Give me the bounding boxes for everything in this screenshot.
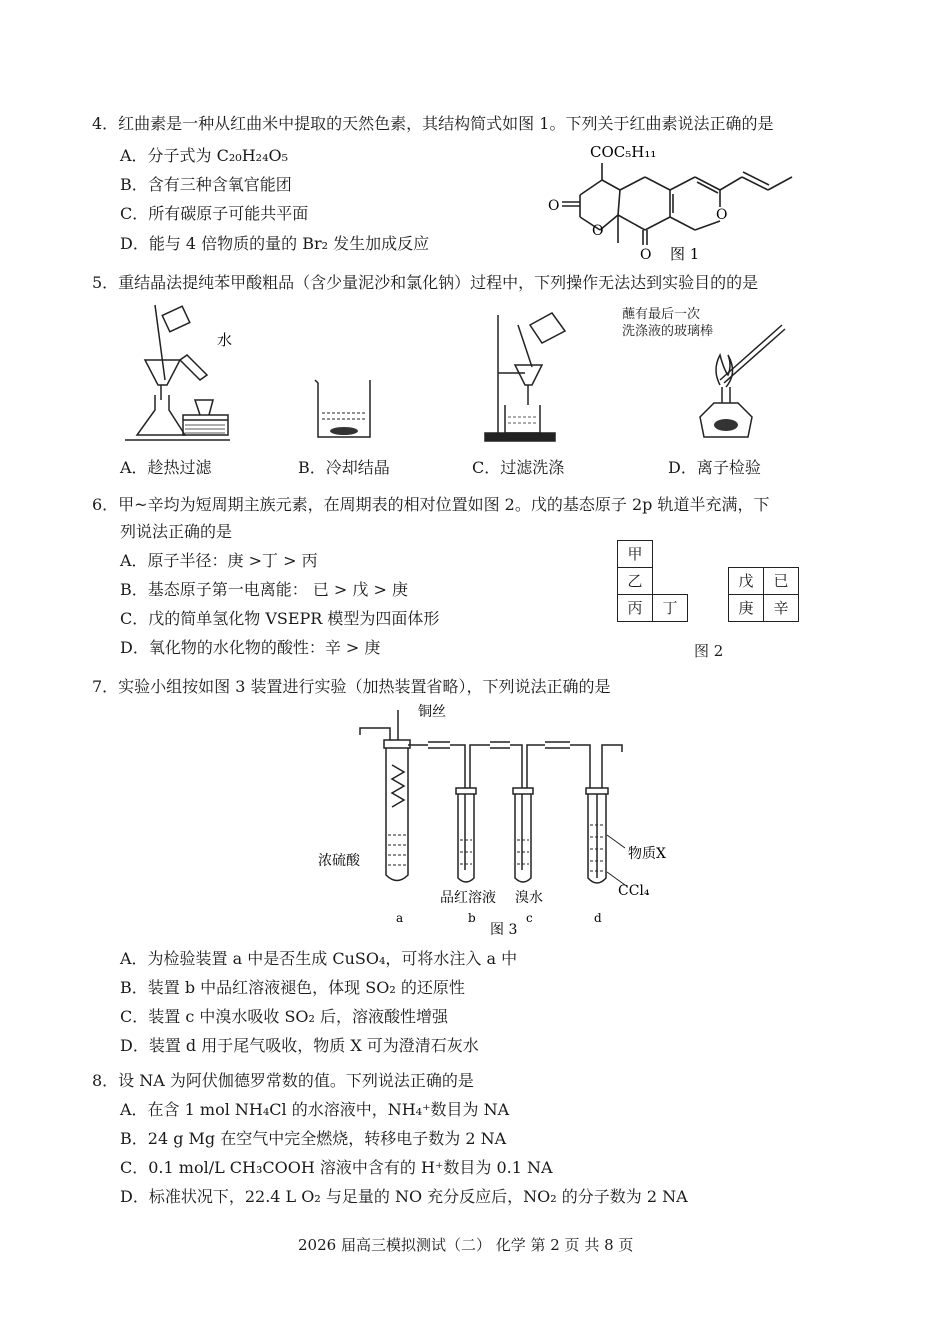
- q4-option-b: B．含有三种含氧官能团: [120, 175, 292, 194]
- figure3-caption: 图 3: [490, 922, 518, 938]
- tube-letter-b: b: [468, 911, 476, 925]
- conc-acid-label: 浓硫酸: [318, 853, 360, 869]
- q5-stem: 5．重结晶法提纯苯甲酸粗品（含少量泥沙和氯化钠）过程中，下列操作无法达到实验目的的是: [92, 273, 759, 292]
- q5-option-b: B．冷却结晶: [298, 458, 390, 477]
- element-cell-ding: 丁: [652, 594, 688, 622]
- q5-option-c: C．过滤洗涤: [472, 458, 565, 477]
- tube-letter-d: d: [594, 911, 602, 925]
- q4-option-d: D．能与 4 倍物质的量的 Br₂ 发生加成反应: [120, 234, 430, 253]
- element-cell-bing: 丙: [617, 594, 653, 622]
- figure1-o-label-2: O: [592, 223, 604, 239]
- q4-option-c: C．所有碳原子可能共平面: [120, 204, 309, 223]
- q7-option-a: A．为检验装置 a 中是否生成 CuSO₄，可将水注入 a 中: [120, 949, 518, 968]
- element-cell-xin: 辛: [763, 594, 799, 622]
- substance-x-label: 物质X: [628, 846, 666, 862]
- apparatus-ion-test: [690, 325, 790, 445]
- apparatus-filter-washing: [480, 305, 580, 445]
- element-cell-jia: 甲: [617, 540, 653, 568]
- figure3-apparatus: [318, 700, 666, 938]
- figure1-o-label-4: O: [716, 207, 728, 223]
- q8-stem: 8．设 NA 为阿伏伽德罗常数的值。下列说法正确的是: [92, 1071, 474, 1090]
- figure2-caption: 图 2: [694, 642, 724, 660]
- q4-stem: 4．红曲素是一种从红曲米中提取的天然色素，其结构简式如图 1。下列关于红曲素说法正确的是: [92, 114, 774, 133]
- q7-option-d: D．装置 d 用于尾气吸收，物质 X 可为澄清石灰水: [120, 1036, 479, 1055]
- q8-option-b: B．24 g Mg 在空气中完全燃烧，转移电子数为 2 NA: [120, 1129, 507, 1148]
- q7-stem: 7．实验小组按如图 3 装置进行实验（加热装置省略），下列说法正确的是: [92, 677, 611, 696]
- rod-label-line1: 蘸有最后一次: [622, 307, 701, 322]
- figure1-caption: 图 1: [670, 245, 700, 263]
- q6-stem-line2: 列说法正确的是: [120, 522, 233, 541]
- element-cell-geng: 庚: [728, 594, 764, 622]
- element-cell-yi: 乙: [617, 567, 653, 595]
- ccl4-label: CCl₄: [618, 883, 650, 899]
- figure1-o-label-3: O: [640, 247, 652, 263]
- copper-wire-label: 铜丝: [418, 704, 446, 720]
- bromine-water-label: 溴水: [515, 890, 543, 906]
- pinhong-label: 品红溶液: [440, 890, 496, 906]
- q7-option-b: B．装置 b 中品红溶液褪色，体现 SO₂ 的还原性: [120, 978, 465, 997]
- q6-option-d: D．氧化物的水化物的酸性：辛 > 庚: [120, 638, 381, 657]
- tube-letter-c: c: [526, 911, 533, 925]
- q4-option-a: A．分子式为 C₂₀H₂₄O₅: [120, 146, 289, 165]
- element-cell-ji: 已: [763, 567, 799, 595]
- page-footer: 2026 届高三模拟测试（二） 化学 第 2 页 共 8 页: [298, 1236, 634, 1254]
- figure1-substituent-label: COC₅H₁₁: [590, 143, 657, 161]
- element-cell-wu: 戊: [728, 567, 764, 595]
- q6-option-b: B．基态原子第一电离能： 已 > 戊 > 庚: [120, 580, 409, 599]
- q8-option-c: C．0.1 mol/L CH₃COOH 溶液中含有的 H⁺数目为 0.1 NA: [120, 1158, 553, 1177]
- water-label: 水: [217, 331, 233, 349]
- q7-option-c: C．装置 c 中溴水吸收 SO₂ 后，溶液酸性增强: [120, 1007, 449, 1026]
- apparatus-cooling-crystallization: [310, 375, 380, 440]
- q6-option-a: A．原子半径：庚 >丁 > 丙: [120, 551, 318, 570]
- figure1-structure: [530, 135, 830, 263]
- rod-label-line2: 洗涤液的玻璃棒: [622, 324, 714, 339]
- apparatus-hot-filtration: [125, 300, 245, 445]
- q5-option-a: A．趁热过滤: [120, 458, 212, 477]
- q8-option-a: A．在含 1 mol NH₄Cl 的水溶液中，NH₄⁺数目为 NA: [120, 1100, 510, 1119]
- q5-option-d: D．离子检验: [668, 458, 761, 477]
- q6-option-c: C．戊的简单氢化物 VSEPR 模型为四面体形: [120, 609, 440, 628]
- figure1-o-label-1: O: [548, 198, 560, 214]
- tube-letter-a: a: [396, 911, 404, 925]
- q6-stem-line1: 6．甲~辛均为短周期主族元素，在周期表的相对位置如图 2。戊的基态原子 2p 轨道半充满，下: [92, 495, 770, 514]
- q8-option-d: D．标准状况下，22.4 L O₂ 与足量的 NO 充分反应后，NO₂ 的分子数为 2 NA: [120, 1187, 688, 1206]
